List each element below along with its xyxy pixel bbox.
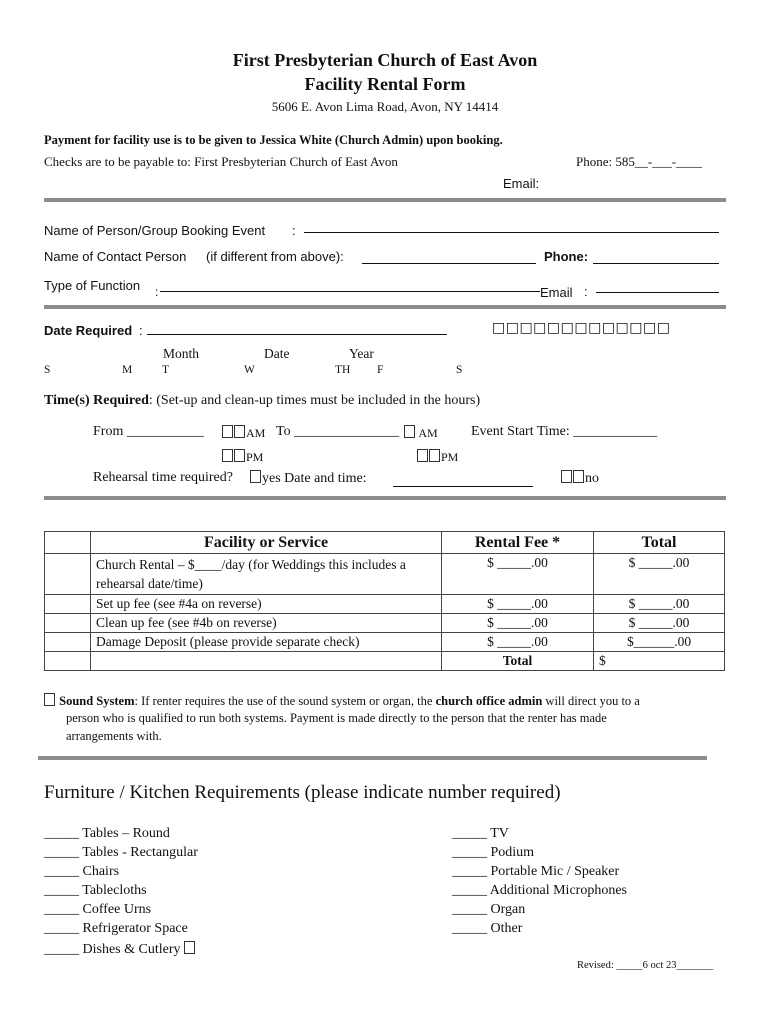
furniture-item-tables-rect[interactable]: _____ Tables - Rectangular [44, 845, 198, 860]
church-name: First Presbyterian Church of East Avon [232, 50, 538, 70]
times-required [44, 393, 480, 409]
section-divider [44, 198, 726, 202]
table-header-fee: Rental Fee * [442, 532, 594, 554]
office-email-label: Email: [503, 176, 540, 191]
colon: : [155, 285, 159, 299]
function-type-label: Type of Function [44, 278, 141, 293]
furniture-item-tables-round[interactable]: _____ Tables – Round [44, 826, 170, 841]
sound-system-line2: person who is qualified to run both systems. Payment is made directly to the person that the renter has made [66, 711, 607, 725]
furniture-item-microphones[interactable]: _____ Additional Microphones [452, 883, 627, 898]
service-cell: Damage Deposit (please provide separate check) [91, 633, 442, 652]
section-divider [44, 305, 726, 309]
rehearsal-no-option[interactable] [561, 470, 599, 487]
weekday-checkboxes[interactable]: □□□□□□□□□□□□□ [492, 320, 671, 336]
from-time-field[interactable]: From ___________ [93, 424, 204, 439]
total-cell[interactable]: $ _____.00 [594, 614, 725, 633]
day-tuesday: T [162, 364, 170, 376]
furniture-item-refrigerator[interactable]: _____ Refrigerator Space [44, 921, 188, 936]
day-thursday: TH [335, 364, 351, 376]
section-divider [44, 496, 726, 500]
contact-phone-field[interactable] [593, 263, 719, 264]
checkbox-icon[interactable] [561, 470, 572, 483]
month-label: Month [163, 346, 200, 361]
sound-system-label: Sound System [59, 694, 135, 708]
office-phone: Phone: 585__-___-____ [576, 154, 703, 169]
colon: : [584, 284, 588, 299]
furniture-item-chairs[interactable]: _____ Chairs [44, 864, 120, 879]
row-check-cell [45, 652, 91, 671]
sound-system-note [44, 693, 640, 709]
booking-email-label: Email [540, 285, 573, 300]
rehearsal-yes-label: yes Date and time: [262, 471, 367, 486]
table-row [45, 595, 725, 614]
row-check-cell[interactable] [45, 614, 91, 633]
checkbox-icon[interactable] [429, 449, 440, 462]
booking-name-label: Name of Person/Group Booking Event [44, 223, 266, 238]
furniture-item-portable-mic[interactable]: _____ Portable Mic / Speaker [452, 864, 620, 879]
to-am-option[interactable] [404, 425, 438, 441]
row-check-cell[interactable] [45, 595, 91, 614]
from-am-option[interactable] [222, 425, 265, 441]
contact-phone-label: Phone: [544, 249, 589, 264]
fee-cell[interactable]: $ _____.00 [442, 554, 594, 595]
table-header-blank [45, 532, 91, 554]
table-total-row [45, 652, 725, 671]
total-cell[interactable]: $ _____.00 [594, 554, 725, 595]
day-saturday: S [456, 364, 463, 376]
fee-cell[interactable]: $ _____.00 [442, 595, 594, 614]
day-sunday: S [44, 364, 51, 376]
checkbox-icon[interactable] [234, 425, 245, 438]
booking-name-field[interactable] [304, 232, 719, 233]
checks-payable: Checks are to be payable to: First Presbyterian Church of East Avon [44, 154, 398, 169]
total-cell[interactable]: $ _____.00 [594, 595, 725, 614]
colon: : [292, 223, 296, 238]
checkbox-icon[interactable] [234, 449, 245, 462]
total-cell[interactable]: $______.00 [594, 633, 725, 652]
from-pm-option[interactable] [222, 449, 263, 465]
grand-total-cell[interactable]: $ [594, 652, 725, 671]
furniture-item-tv[interactable]: _____ TV [452, 826, 509, 841]
day-monday: M [122, 364, 133, 376]
day-friday: F [377, 364, 384, 376]
date-required-label: Date Required [44, 323, 133, 338]
payment-note: Payment for facility use is to be given to Jessica White (Church Admin) upon booking. [44, 133, 503, 147]
sound-system-checkbox[interactable] [44, 693, 55, 706]
furniture-item-organ[interactable]: _____ Organ [452, 902, 526, 917]
section-divider [38, 756, 707, 760]
rehearsal-no-label: no [585, 471, 599, 486]
furniture-item-dishes[interactable] [44, 941, 196, 958]
date-label: Date [264, 346, 290, 361]
checkbox-icon[interactable] [417, 449, 428, 462]
to-pm-option[interactable] [417, 449, 458, 465]
checkbox-icon[interactable] [222, 425, 233, 438]
am-label: AM [418, 426, 438, 440]
contact-person-field[interactable] [362, 263, 536, 264]
times-required-label: Time(s) Required [44, 393, 149, 408]
times-required-note: : (Set-up and clean-up times must be included in the hours) [148, 393, 481, 408]
table-row [45, 614, 725, 633]
rehearsal-question: Rehearsal time required? [93, 470, 233, 485]
checkbox-icon[interactable] [573, 470, 584, 483]
furniture-item-coffee-urns[interactable]: _____ Coffee Urns [44, 902, 152, 917]
year-label: Year [349, 346, 374, 361]
service-cell: Clean up fee (see #4b on reverse) [91, 614, 442, 633]
checkbox-icon[interactable] [222, 449, 233, 462]
table-header-total: Total [594, 532, 725, 554]
pm-label: PM [246, 450, 264, 464]
furniture-item-podium[interactable]: _____ Podium [452, 845, 535, 860]
sound-system-line3: arrangements with. [66, 729, 162, 743]
dishes-label: _____ Dishes & Cutlery [44, 942, 181, 957]
fee-cell[interactable]: $ _____.00 [442, 633, 594, 652]
furniture-item-tablecloths[interactable]: _____ Tablecloths [44, 883, 147, 898]
am-label: AM [246, 426, 266, 440]
booking-email-field[interactable] [596, 292, 719, 293]
service-cell: Church Rental – $____/day (for Weddings this includes a rehearsal date/time) [91, 554, 442, 595]
sound-text: : If renter requires the use of the sound system or organ, the [134, 694, 436, 708]
contact-hint: (if different from above): [206, 249, 344, 264]
table-header-row [45, 532, 725, 554]
fee-cell[interactable]: $ _____.00 [442, 614, 594, 633]
sound-text: will direct you to a [542, 694, 640, 708]
revised-date: Revised: _____6 oct 23_______ [577, 960, 714, 971]
pm-label: PM [441, 450, 459, 464]
table-row [45, 554, 725, 595]
blank-cell [91, 652, 442, 671]
day-wednesday: W [244, 364, 255, 376]
function-type-field[interactable] [160, 291, 540, 292]
checkbox-icon[interactable] [404, 425, 415, 438]
rehearsal-datetime-field[interactable] [393, 486, 533, 487]
colon: : [139, 323, 143, 338]
event-start-time-field[interactable]: Event Start Time: ____________ [471, 424, 658, 439]
checkbox-icon[interactable] [184, 941, 195, 954]
rehearsal-yes-option[interactable] [250, 470, 367, 487]
contact-person-label: Name of Contact Person [44, 249, 187, 264]
sound-admin: church office admin [435, 694, 543, 708]
row-check-cell[interactable] [45, 554, 91, 595]
row-check-cell[interactable] [45, 633, 91, 652]
date-required-field[interactable] [147, 334, 447, 335]
furniture-heading: Furniture / Kitchen Requirements (please indicate number required) [44, 782, 561, 803]
church-address: 5606 E. Avon Lima Road, Avon, NY 14414 [271, 99, 499, 114]
form-title: Facility Rental Form [304, 74, 466, 94]
table-row [45, 633, 725, 652]
total-label: Total [442, 652, 594, 671]
to-time-field[interactable]: To _______________ [276, 424, 400, 439]
table-header-service: Facility or Service [91, 532, 442, 554]
service-cell: Set up fee (see #4a on reverse) [91, 595, 442, 614]
furniture-item-other[interactable]: _____ Other [452, 921, 523, 936]
checkbox-icon[interactable] [250, 470, 261, 483]
facility-table [44, 531, 725, 671]
